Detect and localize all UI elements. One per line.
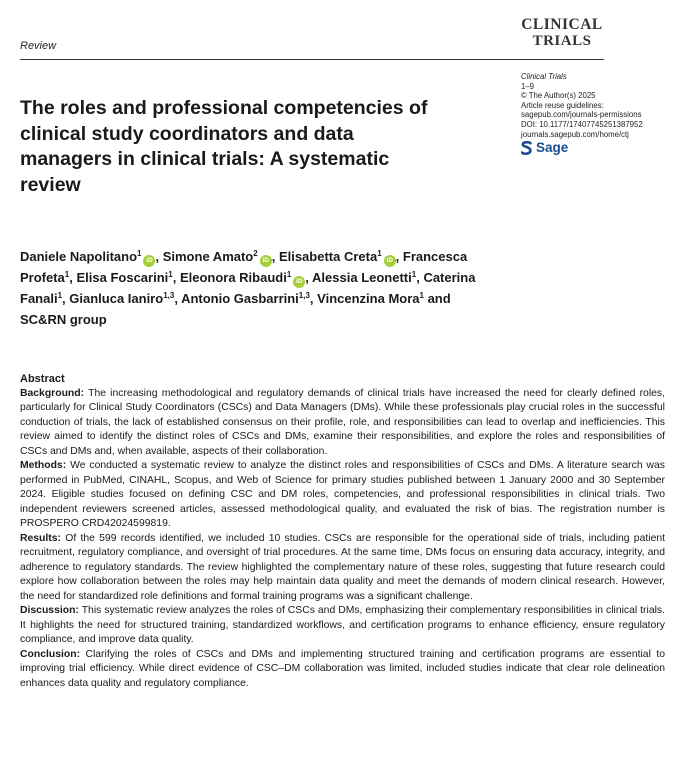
orcid-icon[interactable]: iD — [384, 255, 396, 267]
journal-logo[interactable] — [520, 16, 604, 50]
abstract-label: Results: — [20, 532, 61, 544]
header-rule — [20, 59, 604, 60]
meta-pages: 1–9 — [521, 81, 535, 91]
author-entry[interactable] — [76, 270, 172, 285]
author-name: Gianluca Ianiro — [69, 291, 164, 306]
author-entry[interactable] — [312, 270, 416, 285]
author-affiliation: 1 — [168, 270, 173, 279]
orcid-icon[interactable]: iD — [260, 255, 272, 267]
author-affiliation: 1,3 — [163, 291, 175, 300]
orcid-icon[interactable]: iD — [143, 255, 155, 267]
orcid-icon[interactable]: iD — [293, 276, 305, 288]
abstract-label: Methods: — [20, 460, 67, 471]
meta-permissions-link[interactable]: sagepub.com/journals-permissions — [521, 110, 642, 120]
author-name: Vincenzina Mora — [317, 291, 420, 306]
author-list: Daniele Napolitano$^1$iD , Simone Amato$^2$iD , Elisabetta Creta$^1$iD , Francesca Profeta$^1$, Elisa Foscarini$^1$, Eleonora Ribaudi$^1$iD , Alessia Leonetti$^1$, Caterina Fanali$^1$, Gianluca Ianiro$^{1,3}$, Antonio Gasbarrini$^{1,3}$, Vincenzina Mora$^1$ and SC&RN group — [20, 249, 476, 327]
author-group: and SC&RN group — [20, 291, 451, 327]
author-affiliation: 1 — [57, 291, 63, 300]
section-label: Review — [20, 40, 57, 52]
author-name: Simone Amato — [162, 249, 254, 264]
author-name: Alessia Leonetti — [312, 270, 412, 285]
author-entry[interactable] — [20, 249, 155, 264]
author-entry[interactable] — [163, 249, 272, 264]
sage-logo[interactable] — [521, 140, 643, 155]
meta-journal-name: Clinical Trials — [521, 72, 567, 81]
abstract-heading: Abstract — [20, 373, 65, 385]
author-name: Francesca Profeta — [20, 249, 468, 285]
journal-logo-line1: CLINICAL — [521, 16, 603, 33]
meta-doi[interactable]: DOI: 10.1177/17407745251387952 — [521, 119, 643, 129]
author-name: Daniele Napolitano — [20, 249, 138, 264]
abstract-text: The increasing methodological and regulatory demands of clinical trials have increased the need for clearly defined roles, particularly for Clinical Study Coordinators (CSCs) and Data Managers (DMs). While these professionals play crucial roles in the successful conduction of trials, the lack of established consensus on their profile, role, and responsibilities can lead to overlap and inefficiencies. This review aimed to identify the distinct roles of CSCs and DMs, examine their responsibilities, and explore the roles and responsibilities of CSCs and DMs and, when available, aspects of their collaboration. — [20, 387, 665, 457]
abstract-text: Clarifying the roles of CSCs and DMs and implementing structured training and certification programs are essential to improving trial efficiency. While direct evidence of CSC–DM collaboration was limited, included studies indicate that clear role delineation enhances data quality and regulatory compliance. — [20, 648, 665, 689]
author-name: Eleonora Ribaudi — [179, 270, 287, 285]
abstract-text: This systematic review analyzes the roles of CSCs and DMs, emphasizing their complementary responsibilities in clinical trials. It highlights the need for structured training, standardized workflows, and certification programs to enhance efficiency, ensure regulatory compliance, and improve data quality. — [20, 605, 665, 645]
abstract-methods — [20, 459, 665, 532]
sage-logo-text: Sage — [536, 140, 569, 156]
author-entry[interactable] — [279, 249, 396, 264]
author-name: Elisabetta Creta — [278, 249, 378, 264]
abstract-conclusion — [20, 648, 665, 692]
author-affiliation: 1 — [411, 270, 417, 279]
meta-journal-url[interactable]: journals.sagepub.com/home/ctj — [521, 129, 629, 139]
author-name: Antonio Gasbarrini — [181, 291, 299, 306]
meta-reuse-guidelines: Article reuse guidelines: — [521, 100, 604, 110]
author-affiliation: 1 — [137, 249, 142, 258]
meta-copyright: © The Author(s) 2025 — [521, 91, 596, 101]
author-name: Caterina Fanali — [20, 270, 476, 306]
author-affiliation: 1 — [377, 249, 382, 258]
author-entry[interactable] — [180, 270, 305, 285]
author-affiliation: 1 — [64, 270, 70, 279]
abstract — [20, 372, 665, 691]
sage-s-icon — [521, 141, 532, 155]
author-entry[interactable] — [181, 291, 310, 306]
author-name: Elisa Foscarini — [76, 270, 169, 285]
author-entry[interactable] — [317, 291, 424, 306]
author-affiliation: 1,3 — [298, 291, 310, 300]
abstract-label: Discussion: — [20, 605, 79, 616]
article-meta — [521, 72, 643, 155]
abstract-text: Of the 599 records identified, we included 10 studies. CSCs are responsible for the operational side of trials, including patient recruitment, regulatory compliance, and oversight of trial procedures. At the same time, DMs focus on ensuring data accuracy, integrity, and adherence to regulatory standards. The review highlighted the complementary nature of these roles, suggesting that future research could explore how collaboration between the roles may help maintain data quality and meet the demands of modern clinical research. However, the need for standardized role definitions and formal training programs was a significant challenge. — [20, 532, 666, 602]
abstract-discussion — [20, 604, 665, 648]
abstract-background — [20, 387, 665, 460]
abstract-results — [20, 532, 665, 605]
author-entry[interactable] — [69, 291, 174, 306]
abstract-label: Conclusion: — [20, 648, 81, 660]
author-affiliation: 1 — [419, 291, 424, 300]
author-affiliation: 2 — [253, 249, 258, 258]
abstract-text: We conducted a systematic review to analyze the distinct roles and responsibilities of CSCs and DMs. A literature search was performed in PubMed, CINAHL, Scopus, and Web of Science for primary studies published between 1 January 2000 and 30 September 2024. Eligible studies focused on defining CSC and DM roles, competencies, and professional responsibilities in clinical trials. Two independent reviewers screened articles, assessed methodological quality, and evaluated the risk of bias. The registration number is PROSPERO CRD42024599819. — [20, 460, 665, 529]
article-title: The roles and professional competencies of clinical study coordinators and data managers in clinical trials: A systematic review — [20, 97, 428, 196]
author-affiliation: 1 — [286, 270, 292, 279]
journal-logo-line2: TRIALS — [532, 33, 592, 49]
abstract-label: Background: — [20, 387, 85, 399]
